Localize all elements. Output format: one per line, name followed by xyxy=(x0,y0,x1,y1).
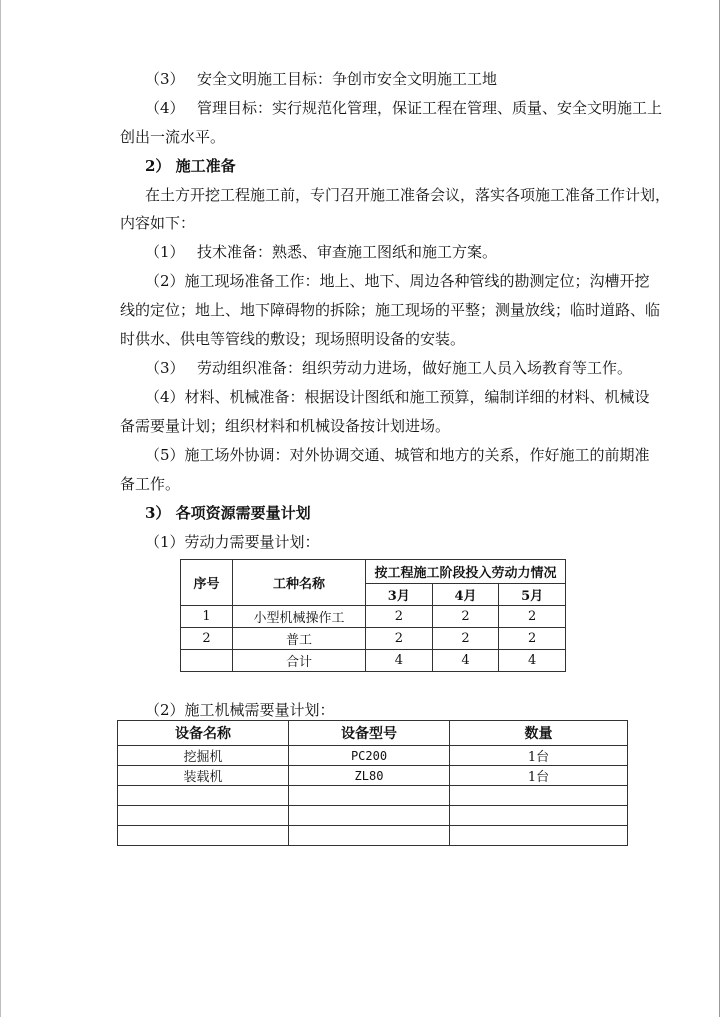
cell-quantity xyxy=(450,826,628,846)
item-number: （3） xyxy=(145,359,185,377)
paragraph-tech-prep xyxy=(145,242,497,262)
cell-equipment-name xyxy=(118,806,289,826)
cell-equipment-name xyxy=(118,786,289,806)
table-row xyxy=(181,606,566,628)
cell-work-type: 合计 xyxy=(233,650,366,672)
paragraph-labor-org xyxy=(145,358,632,378)
table-header-row xyxy=(118,721,628,746)
table-row xyxy=(118,766,628,786)
cell-value: 2 xyxy=(366,628,433,650)
cell-value: 4 xyxy=(432,650,499,672)
page-left-border xyxy=(0,0,1,1017)
header-work-type: 工种名称 xyxy=(233,560,366,606)
labor-plan-table xyxy=(180,559,566,672)
cell-value: 2 xyxy=(432,606,499,628)
subheading-equipment-plan: （2）施工机械需要量计划： xyxy=(145,701,335,719)
paragraph-site-prep-line1: （2）施工现场准备工作：地上、地下、周边各种管线的勘测定位；沟槽开挖 xyxy=(145,272,650,290)
paragraph-management-goal xyxy=(145,98,662,118)
header-month: 4月 xyxy=(432,584,499,606)
cell-equipment-model xyxy=(289,806,450,826)
item-number: （1） xyxy=(145,243,185,261)
cell-seq: 1 xyxy=(181,606,233,628)
section-heading-resources: 3） 各项资源需要量计划 xyxy=(145,504,311,522)
cell-seq xyxy=(181,650,233,672)
cell-value: 4 xyxy=(366,650,433,672)
cell-equipment-model xyxy=(289,826,450,846)
paragraph-management-goal-cont: 创出一流水平。 xyxy=(120,128,226,146)
header-seq: 序号 xyxy=(181,560,233,606)
header-month: 3月 xyxy=(366,584,433,606)
cell-seq: 2 xyxy=(181,628,233,650)
item-number: （3） xyxy=(145,70,185,88)
header-equipment-name: 设备名称 xyxy=(118,721,289,746)
cell-equipment-name: 挖掘机 xyxy=(118,746,289,766)
equipment-plan-table xyxy=(117,720,628,846)
item-text: 技术准备：熟悉、审查施工图纸和施工方案。 xyxy=(197,243,498,261)
table-row-total xyxy=(181,650,566,672)
cell-equipment-name: 装载机 xyxy=(118,766,289,786)
header-equipment-model: 设备型号 xyxy=(289,721,450,746)
cell-value: 2 xyxy=(432,628,499,650)
paragraph-coordination-line1: （5）施工场外协调：对外协调交通、城管和地方的关系，作好施工的前期准 xyxy=(145,446,650,464)
table-row xyxy=(118,746,628,766)
cell-quantity: 1台 xyxy=(450,766,628,786)
paragraph-materials-line1: （4）材料、机械准备：根据设计图纸和施工预算，编制详细的材料、机械设 xyxy=(145,388,650,406)
table-row-empty xyxy=(118,826,628,846)
cell-quantity xyxy=(450,806,628,826)
item-text: 安全文明施工目标：争创市安全文明施工工地 xyxy=(197,70,498,88)
paragraph-prep-intro-line1: 在土方开挖工程施工前，专门召开施工准备会议，落实各项施工准备工作计划， xyxy=(145,186,671,204)
cell-quantity: 1台 xyxy=(450,746,628,766)
item-text: 劳动组织准备：组织劳动力进场，做好施工人员入场教育等工作。 xyxy=(197,359,633,377)
paragraph-coordination-line2: 备工作。 xyxy=(120,475,181,493)
table-row-empty xyxy=(118,806,628,826)
item-text: 管理目标：实行规范化管理，保证工程在管理、质量、安全文明施工上 xyxy=(197,99,663,117)
cell-value: 2 xyxy=(366,606,433,628)
cell-work-type: 小型机械操作工 xyxy=(233,606,366,628)
table-header-row xyxy=(181,560,566,584)
cell-equipment-model xyxy=(289,786,450,806)
cell-work-type: 普工 xyxy=(233,628,366,650)
header-quantity: 数量 xyxy=(450,721,628,746)
paragraph-prep-intro-line2: 内容如下： xyxy=(120,214,196,232)
section-heading-construction-prep: 2） 施工准备 xyxy=(145,157,236,175)
paragraph-safety-goal xyxy=(145,69,497,89)
table-row xyxy=(181,628,566,650)
cell-equipment-model: PC200 xyxy=(289,746,450,766)
header-month: 5月 xyxy=(499,584,566,606)
cell-equipment-model: ZL80 xyxy=(289,766,450,786)
cell-value: 2 xyxy=(499,628,566,650)
cell-value: 2 xyxy=(499,606,566,628)
paragraph-site-prep-line2: 线的定位；地上、地下障碍物的拆除；施工现场的平整；测量放线；临时道路、临 xyxy=(120,301,661,319)
paragraph-site-prep-line3: 时供水、供电等管线的敷设；现场照明设备的安装。 xyxy=(120,330,466,348)
cell-equipment-name xyxy=(118,826,289,846)
item-number: （4） xyxy=(145,99,185,117)
table-row-empty xyxy=(118,786,628,806)
paragraph-materials-line2: 备需要量计划；组织材料和机械设备按计划进场。 xyxy=(120,417,451,435)
header-labor-by-stage: 按工程施工阶段投入劳动力情况 xyxy=(366,560,566,584)
subheading-labor-plan: （1）劳动力需要量计划： xyxy=(145,533,320,551)
cell-quantity xyxy=(450,786,628,806)
cell-value: 4 xyxy=(499,650,566,672)
